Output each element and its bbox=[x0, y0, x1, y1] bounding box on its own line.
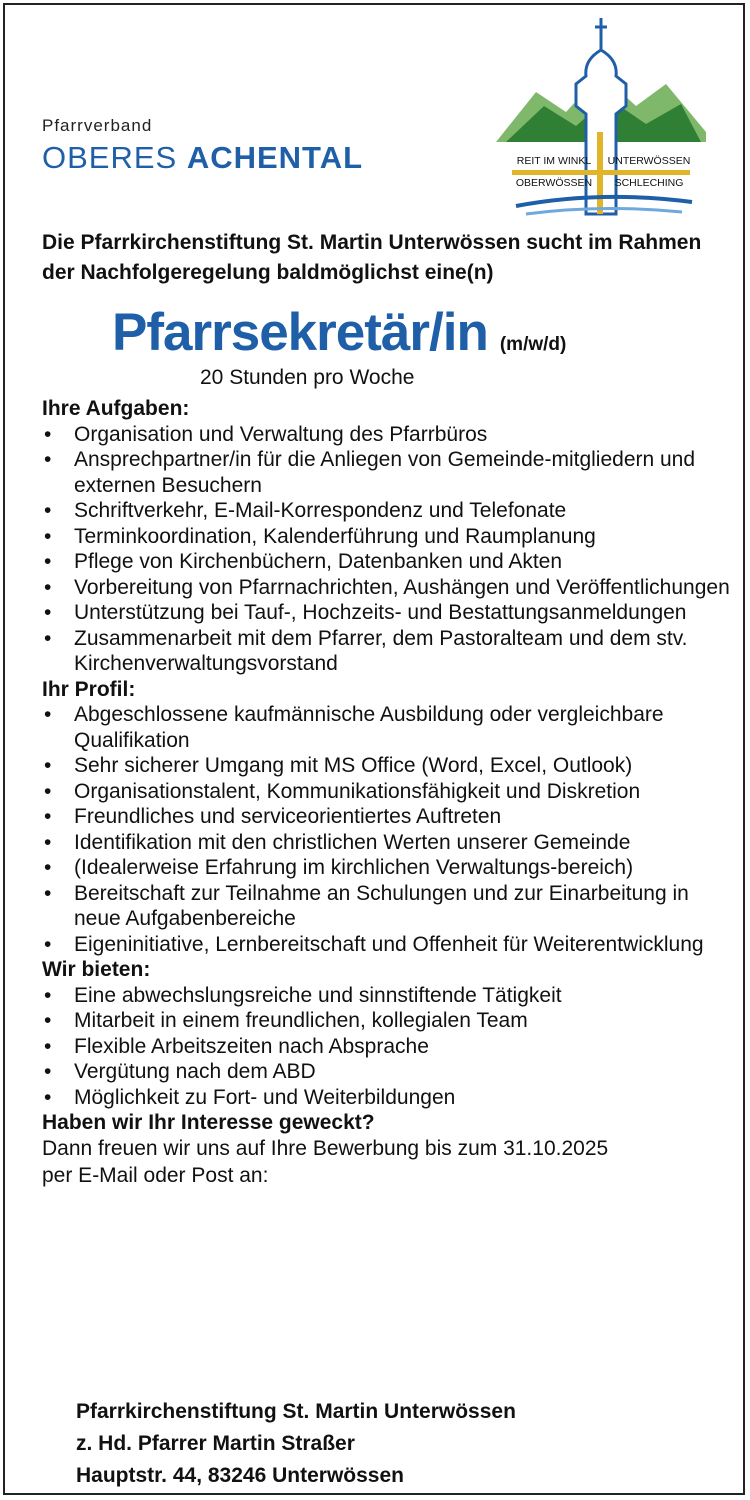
list-item: • (Idealerweise Erfahrung im kirchlichen Verwaltungs-bereich) bbox=[42, 855, 732, 881]
job-details bbox=[42, 396, 732, 1191]
org-label: Pfarrverband bbox=[42, 116, 153, 135]
list-item: • Unterstützung bei Tauf-, Hochzeits- und Bestattungsanmeldungen bbox=[42, 600, 732, 626]
list-item: • Flexible Arbeitszeiten nach Absprache bbox=[42, 1034, 732, 1060]
job-title-row bbox=[112, 302, 566, 363]
offer-heading: Wir bieten: bbox=[42, 958, 151, 981]
profile-list bbox=[42, 702, 732, 957]
list-item: • Bereitschaft zur Teilnahme an Schulungen und zur Einarbeitung in neue Aufgabenbereiche bbox=[42, 881, 732, 932]
list-item: • Schriftverkehr, E-Mail-Korrespondenz und Telefonate bbox=[42, 498, 732, 524]
list-item: • Eigeninitiative, Lernbereitschaft und Offenheit für Weiterentwicklung bbox=[42, 932, 732, 958]
list-item: • Abgeschlossene kaufmännische Ausbildung oder vergleichbare Qualifikation bbox=[42, 702, 732, 753]
logo-label-unterwoessen: UNTERWÖSSEN bbox=[607, 155, 691, 167]
list-item: • Identifikation mit den christlichen Werten unserer Gemeinde bbox=[42, 830, 732, 856]
list-item: • Möglichkeit zu Fort- und Weiterbildungen bbox=[42, 1085, 732, 1111]
postal-address bbox=[76, 1396, 516, 1492]
offer-list bbox=[42, 983, 732, 1111]
logo-label-oberwoessen: OBERWÖSSEN bbox=[515, 177, 593, 189]
list-item: • Pflege von Kirchenbüchern, Datenbanken und Akten bbox=[42, 549, 732, 575]
logo-label-reit-im-winkl: REIT IM WINKL bbox=[516, 155, 592, 167]
address-line-3: Hauptstr. 44, 83246 Unterwössen bbox=[76, 1464, 404, 1487]
org-title-part2: ACHENTAL bbox=[186, 140, 364, 175]
list-item: • Organisation und Verwaltung des Pfarrbüros bbox=[42, 422, 732, 448]
address-line-1: Pfarrkirchenstiftung St. Martin Unterwössen bbox=[76, 1400, 516, 1423]
parish-logo bbox=[496, 14, 706, 224]
profile-heading: Ihr Profil: bbox=[42, 677, 136, 701]
contact-heading: Haben wir Ihr Interesse geweckt? bbox=[42, 1111, 375, 1134]
contact-section bbox=[42, 1110, 732, 1191]
intro-text: Die Pfarrkirchenstiftung St. Martin Unterwössen sucht im Rahmen der Nachfolgeregelung baldmöglichst eine(n) bbox=[42, 231, 702, 284]
list-item: • Organisationstalent, Kommunikationsfähigkeit und Diskretion bbox=[42, 779, 732, 805]
job-title: Pfarrsekretär/in bbox=[112, 303, 488, 362]
list-item: • Terminkoordination, Kalenderführung und Raumplanung bbox=[42, 524, 732, 550]
tasks-heading: Ihre Aufgaben: bbox=[42, 397, 190, 420]
list-item: • Ansprechpartner/in für die Anliegen von Gemeinde-mitgliedern und externen Besuchern bbox=[42, 447, 732, 498]
list-item: • Vorbereitung von Pfarrnachrichten, Aushängen und Veröffentlichungen bbox=[42, 575, 732, 601]
address-line-2: z. Hd. Pfarrer Martin Straßer bbox=[76, 1432, 355, 1455]
org-title bbox=[42, 140, 363, 176]
list-item: • Vergütung nach dem ABD bbox=[42, 1059, 732, 1085]
job-title-suffix: (m/w/d) bbox=[499, 334, 567, 355]
list-item: • Sehr sicherer Umgang mit MS Office (Word, Excel, Outlook) bbox=[42, 753, 732, 779]
organization-name bbox=[42, 116, 363, 176]
logo-yellow-cross-h bbox=[512, 170, 690, 175]
org-title-part1: OBERES bbox=[42, 140, 187, 175]
tasks-list bbox=[42, 422, 732, 677]
logo-label-schleching: SCHLECHING bbox=[614, 177, 684, 189]
list-item: • Freundliches und serviceorientiertes Auftreten bbox=[42, 804, 732, 830]
list-item: • Eine abwechslungsreiche und sinnstiftende Tätigkeit bbox=[42, 983, 732, 1009]
list-item: • Zusammenarbeit mit dem Pfarrer, dem Pastoralteam und dem stv. Kirchenverwaltungsvorstand bbox=[42, 626, 732, 677]
working-hours: 20 Stunden pro Woche bbox=[200, 366, 415, 389]
list-item: • Mitarbeit in einem freundlichen, kollegialen Team bbox=[42, 1008, 732, 1034]
contact-method: per E-Mail oder Post an: bbox=[42, 1164, 269, 1187]
contact-deadline: Dann freuen wir uns auf Ihre Bewerbung bis zum 31.10.2025 bbox=[42, 1136, 609, 1160]
